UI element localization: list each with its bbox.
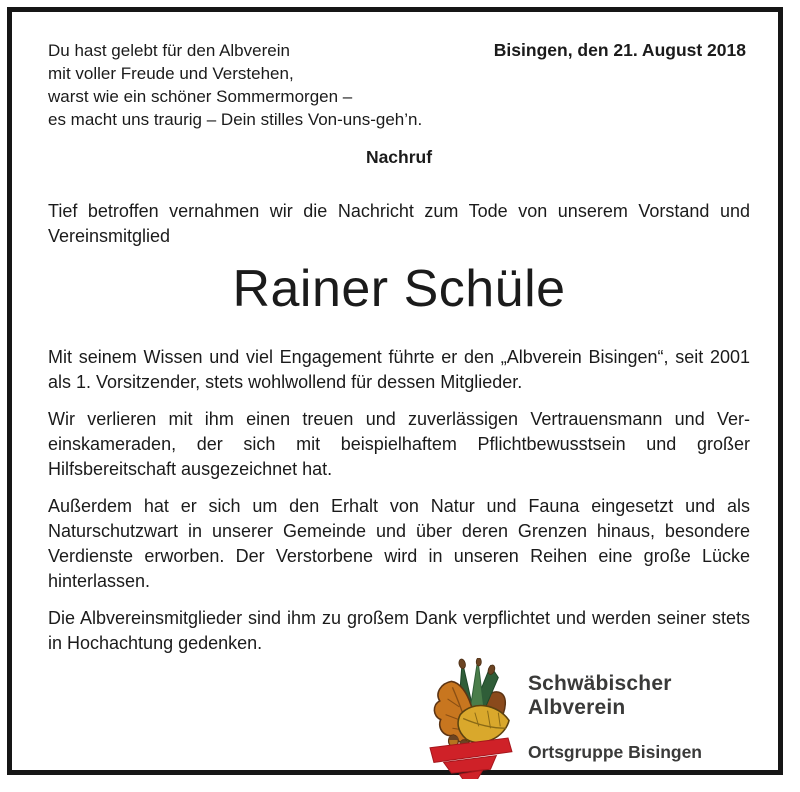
poem-line: warst wie ein schöner Sommermorgen – — [48, 87, 353, 106]
obituary-content — [12, 12, 778, 770]
memorial-poem — [48, 39, 422, 131]
obituary-notice-frame — [7, 7, 783, 775]
place-and-date: Bisingen, den 21. August 2018 — [493, 40, 746, 60]
albverein-logo — [426, 658, 702, 784]
local-group-name: Ortsgruppe Bisingen — [527, 742, 702, 762]
leaf-bouquet-icon — [426, 658, 514, 784]
body-paragraph: Mit seinem Wissen und viel Engagement führte er den „Albverein Bisingen“, seit 2001 als 1. Vorsitzender, stets wohlwollend für dessen Mitglieder. — [48, 347, 750, 392]
org-name-line2: Albverein — [527, 696, 626, 719]
notice-heading: Nachruf — [365, 147, 433, 167]
poem-line: mit voller Freude und Verstehen, — [48, 64, 294, 83]
logo-text-block — [528, 672, 702, 762]
header-row — [48, 39, 750, 131]
intro-paragraph: Tief betroffen vernahmen wir die Nachricht zum Tode von unserem Vorstand und Vereinsmitglied — [48, 201, 750, 246]
poem-line: es macht uns traurig – Dein stilles Von-uns-geh’n. — [48, 110, 423, 129]
body-paragraph: Außerdem hat er sich um den Erhalt von Natur und Fauna eingesetzt und als Naturschutzwart in unserer Gemeinde und über deren Grenzen hinaus, besondere Verdienste erworben. Der Verstorbene wird in unseren Reihen eine große Lücke hinterlassen. — [48, 496, 750, 591]
body-paragraph: Die Albvereinsmitglieder sind ihm zu großem Dank verpflichtet und werden seiner stets in Hochachtung gedenken. — [48, 608, 750, 653]
body-paragraph: Wir verlieren mit ihm einen treuen und zuverlässigen Vertrauensmann und Vereinskameraden, der sich mit beispielhaftem Pflichtbewusstsein und großer Hilfsbereitschaft ausgezeichnet hat. — [48, 409, 750, 479]
poem-line: Du hast gelebt für den Albverein — [48, 41, 290, 60]
org-name-line1: Schwäbischer — [527, 672, 672, 695]
deceased-name: Rainer Schüle — [232, 260, 566, 318]
